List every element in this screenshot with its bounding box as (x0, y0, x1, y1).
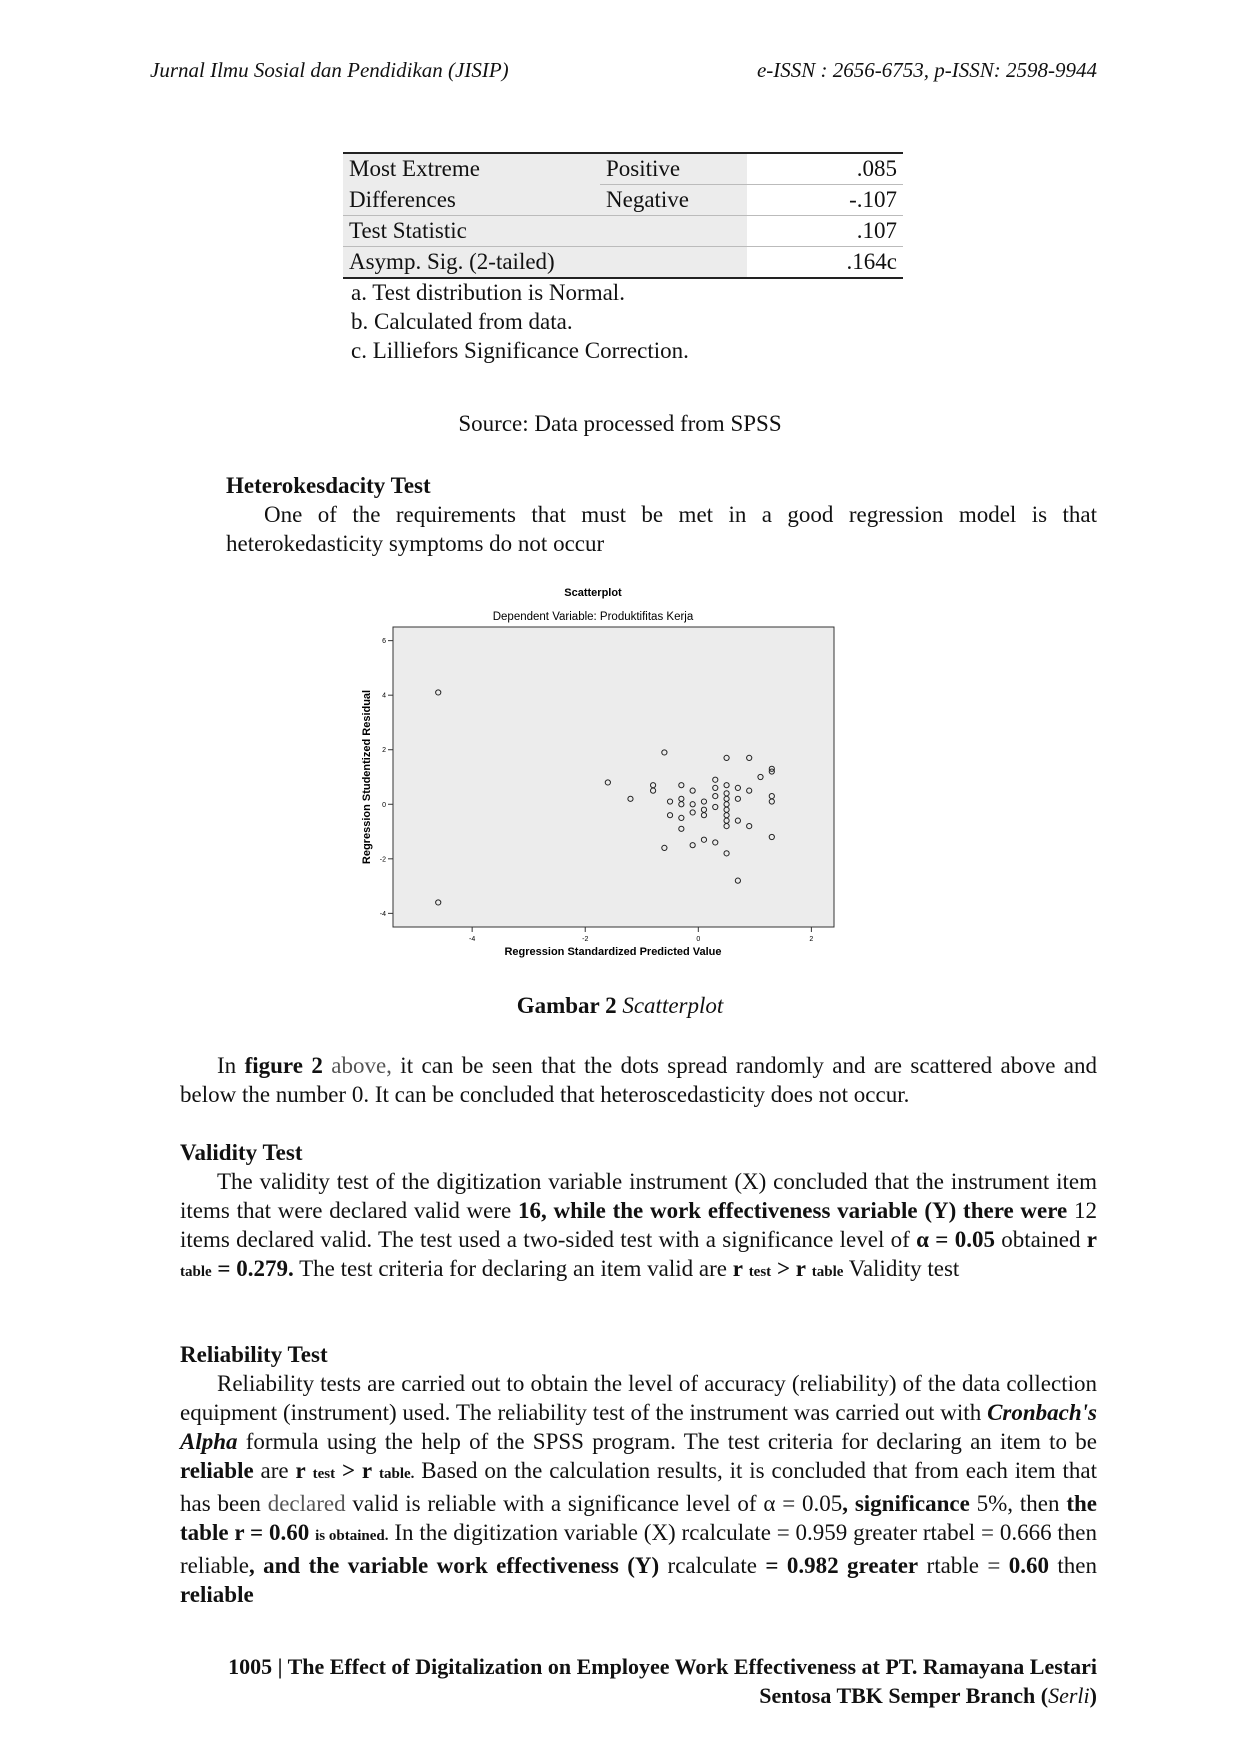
subscript: table (180, 1264, 212, 1280)
row-value: .164c (747, 247, 903, 279)
footer-author: Serli (1048, 1683, 1090, 1708)
table-row (343, 247, 903, 279)
x-tick-label: -4 (469, 936, 476, 943)
text-run: declared (267, 1491, 346, 1516)
row-value: -.107 (747, 185, 903, 216)
text-run: Reliability tests are carried out to obtain the level of accuracy (reliability) of the data collection equipment (instrument) used. The reliability test of the instrument was carried out with (180, 1371, 1097, 1425)
bold-run: , significance (842, 1491, 970, 1516)
table-source: Source: Data processed from SPSS (458, 411, 782, 436)
plot-area (393, 627, 834, 927)
bold-run: r (1086, 1227, 1097, 1252)
y-tick-label: 2 (382, 747, 386, 755)
text-run: then (1048, 1553, 1097, 1578)
y-tick-label: -2 (379, 856, 386, 864)
bold-run: > r (776, 1256, 807, 1281)
row-sub: Positive (600, 153, 747, 185)
chart-subtitle: Dependent Variable: Produktifitas Kerja (492, 611, 694, 623)
text-run: obtained (994, 1227, 1087, 1252)
subscript: is obtained. (315, 1528, 389, 1544)
row-label: Differences (343, 185, 600, 216)
text-run: In (217, 1053, 237, 1078)
bold-run: reliable (180, 1582, 254, 1607)
normality-table (343, 152, 903, 279)
hetero-text: One of the requirements that must be met in a good regression model is that heterokedasticity symptoms do not occur (226, 502, 1097, 556)
y-tick-label: -4 (379, 910, 386, 918)
text-run: it can be seen that the dots spread randomly and are scattered above and below the number 0. It can be concluded that heteroscedasticity does not occur. (180, 1053, 1098, 1107)
bold-run: r (295, 1458, 306, 1483)
row-sub: Negative (600, 185, 747, 216)
bold-italic-run: Cronbach's Alpha (180, 1400, 1097, 1454)
table-notes (351, 278, 689, 365)
x-tick-label: 0 (696, 936, 701, 943)
note-c: c. Lilliefors Significance Correction. (351, 338, 689, 363)
bold-run: α = 0.05 (916, 1227, 995, 1252)
x-axis-label: Regression Standardized Predicted Value (504, 946, 722, 958)
issn-line: e-ISSN : 2656-6753, p-ISSN: 2598-9944 (756, 58, 1097, 82)
row-label: Test Statistic (343, 216, 747, 247)
text-run: 12 items declared valid. The test used a two-sided test with a significance level of (180, 1198, 1097, 1252)
reliability-paragraph (180, 1369, 1097, 1609)
row-label: Most Extreme (343, 153, 600, 185)
footer-line: Sentosa TBK Semper Branch (Serli) (759, 1683, 1097, 1708)
scatterplot-figure (340, 580, 860, 960)
table-row (343, 185, 903, 216)
text-run: In the digitization variable (X) rcalculate = 0.959 greater rtabel = 0.666 then reliable (180, 1520, 1098, 1578)
caption-number: Gambar 2 (516, 993, 617, 1018)
y-tick-label: 6 (382, 638, 386, 646)
row-value: .085 (747, 153, 903, 185)
bold-run: > r (341, 1458, 373, 1483)
text-run: Validity test (843, 1256, 960, 1281)
reliability-heading: Reliability Test (180, 1342, 328, 1367)
bold-run: 0.60 (1008, 1553, 1049, 1578)
note-b: b. Calculated from data. (351, 309, 573, 334)
validity-heading: Validity Test (180, 1140, 303, 1165)
row-value: .107 (747, 216, 903, 247)
text-run: 5%, then (969, 1491, 1067, 1516)
footer-text: Sentosa TBK Semper Branch (759, 1683, 1036, 1708)
text-run: rcalculate (659, 1553, 766, 1578)
footer-line: 1005 | The Effect of Digitalization on Employee Work Effectiveness at PT. Ramayana Lestari (228, 1654, 1097, 1679)
y-axis (380, 638, 393, 918)
validity-paragraph (180, 1167, 1097, 1287)
chart-title: Scatterplot (564, 587, 622, 599)
table-row (343, 216, 903, 247)
bold-run: = 0.982 greater (765, 1553, 919, 1578)
subscript: table (811, 1264, 844, 1280)
text-run: Based on the calculation results, it is concluded that from each item that has been (180, 1458, 1098, 1516)
note-a: a. Test distribution is Normal. (351, 280, 625, 305)
x-tick-label: 2 (809, 936, 814, 943)
text-run: rtable = (918, 1553, 1009, 1578)
text-run: The validity test of the digitization variable instrument (X) concluded that the instrument item items that were declared valid were (180, 1169, 1097, 1223)
y-tick-label: 0 (382, 801, 386, 809)
bold-run: r (732, 1256, 743, 1281)
text-run: above, (331, 1053, 392, 1078)
bold-run: = 0.279. (217, 1256, 294, 1281)
subscript: table. (379, 1466, 415, 1482)
journal-name: Jurnal Ilmu Sosial dan Pendidikan (JISIP) (150, 58, 509, 82)
figure-ref: figure 2 (244, 1053, 323, 1078)
row-label: Asymp. Sig. (2-tailed) (343, 247, 747, 279)
text-run: valid is reliable with a significance level of α = 0.05 (345, 1491, 843, 1516)
subscript: test (312, 1466, 336, 1482)
bold-run: the table r = 0.60 (180, 1491, 1097, 1545)
caption-title: Scatterplot (622, 993, 724, 1018)
x-tick-label: -2 (582, 936, 589, 943)
x-axis (469, 927, 813, 943)
text-run: formula using the help of the SPSS program. The test criteria for declaring an item to be (237, 1429, 1097, 1454)
page-footer (228, 1652, 1097, 1710)
y-axis-label: Regression Studentized Residual (361, 689, 373, 865)
figure-caption (0, 993, 1240, 1019)
text-run: The test criteria for declaring an item valid are (293, 1256, 733, 1281)
interpretation-paragraph (180, 1051, 1097, 1109)
bold-run: , and the variable work effectiveness (Y) (248, 1553, 660, 1578)
bold-run: reliable (180, 1458, 254, 1483)
bold-run: 16, while the work effectiveness variable (Y) there were (517, 1198, 1068, 1223)
hetero-heading: Heterokesdacity Test (226, 473, 431, 498)
table-row (343, 153, 903, 185)
subscript: test (748, 1264, 772, 1280)
y-tick-label: 4 (382, 692, 386, 700)
text-run: are (253, 1458, 296, 1483)
